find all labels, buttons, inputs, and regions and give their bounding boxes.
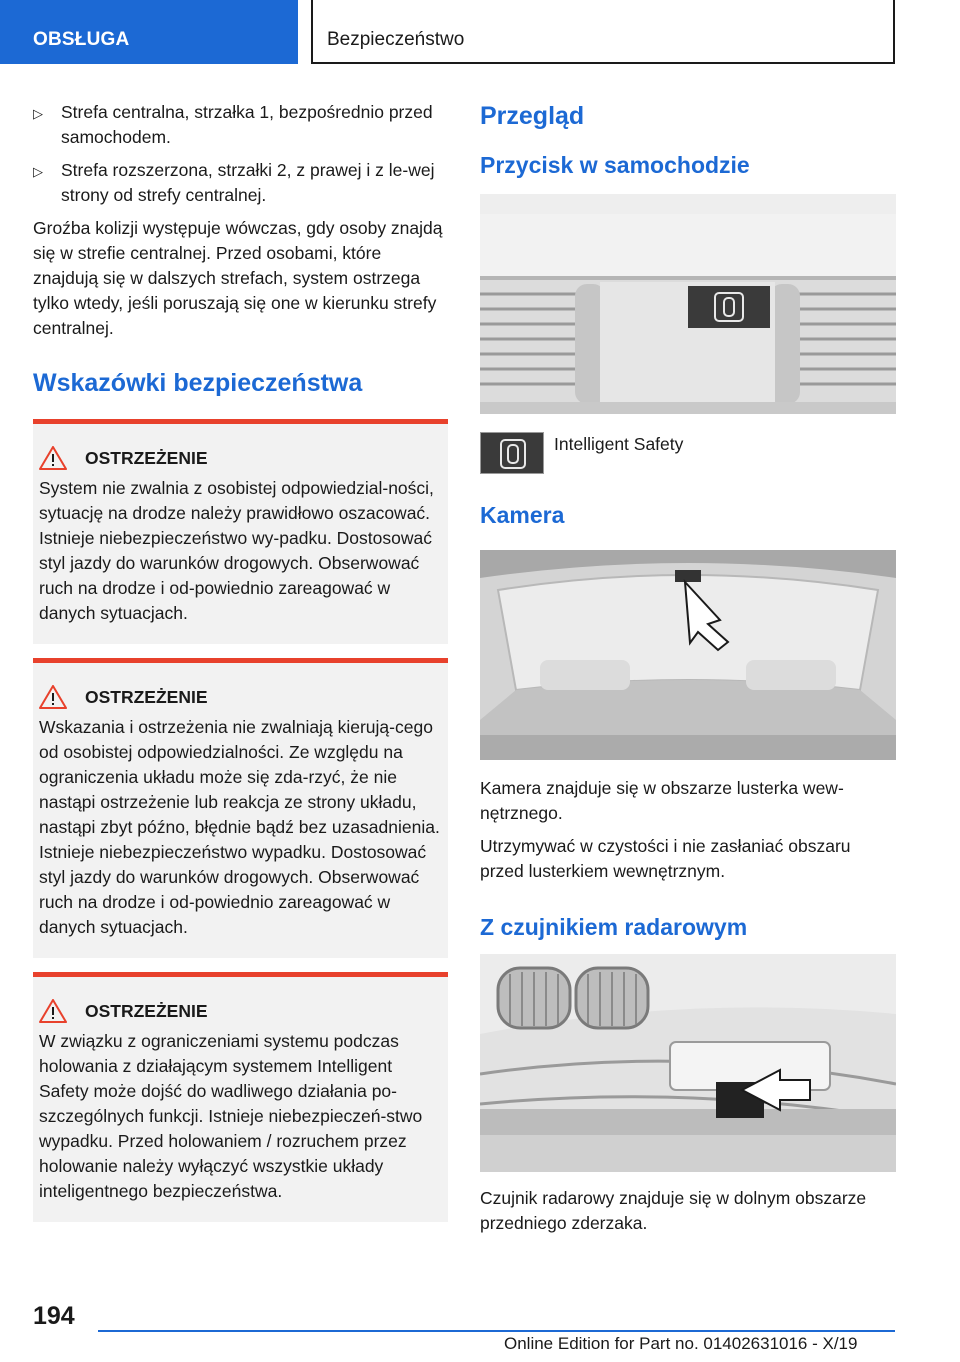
front-bumper-radar-photo <box>480 954 896 1172</box>
warning-title: OSTRZEŻENIE <box>85 686 208 707</box>
warning-text: System nie zwalnia z osobistej odpowiedzial-ności, sytuację na drodze należy prawidłowo oszacować. Istnieje niebezpieczeństwo wy-padku. Dostosować styl jazdy do warunków drogowych. Obserwować ruch na drodze i od-powiednio zareagować w danych sytuacjach. <box>39 478 434 623</box>
triangle-bullet-icon: ▷ <box>33 106 43 121</box>
warning-triangle-icon <box>39 999 67 1023</box>
triangle-bullet-icon: ▷ <box>33 164 43 179</box>
windshield-camera-photo <box>480 550 896 760</box>
list-item <box>33 100 448 150</box>
subsection-heading: Z czujnikiem radarowym <box>480 914 748 940</box>
camera-caption: Kamera znajduje się w obszarze lusterka wew-nętrznego. <box>480 778 844 823</box>
dashboard-illustration <box>480 194 896 414</box>
button-legend <box>480 432 896 474</box>
list-item <box>33 158 448 208</box>
page-header <box>0 0 960 66</box>
button-label: Intelligent Safety <box>554 434 684 454</box>
edition-note: Online Edition for Part no. 01402631016 - X/19 <box>504 1334 858 1353</box>
subsection-heading: Przycisk w samochodzie <box>480 152 750 178</box>
body-paragraph: Groźba kolizji występuje wówczas, gdy osoby znajdą się w strefie centralnej. Przed osobami, które znajdują się w dalszych strefach, system ostrzega tylko wtedy, jeśli poruszają się one w kierunku strefy centralnej. <box>33 218 443 338</box>
warning-box <box>33 658 448 958</box>
warning-title: OSTRZEŻENIE <box>85 1000 208 1021</box>
warning-header <box>39 685 442 709</box>
warning-header <box>39 999 442 1023</box>
warning-triangle-icon <box>39 685 67 709</box>
list-item-text: Strefa rozszerzona, strzałki 2, z prawej i z le-wej strony od strefy centralnej. <box>61 160 435 205</box>
windshield-illustration <box>480 550 896 760</box>
left-column <box>33 100 448 1236</box>
page-number: 194 <box>33 1302 75 1330</box>
section-heading: Wskazówki bezpieczeństwa <box>33 369 363 397</box>
warning-box <box>33 419 448 644</box>
warning-text: W związku z ograniczeniami systemu podczas holowania z działającym systemem Intelligent Safety może dojść do wadliwego działania po-szczególnych funkcji. Istnieje niebezpieczeń-stwo wypadku. Przed holowaniem / rozruchem przez holowanie należy wyłączyć wszystkie układy inteligentnego bezpieczeństwa. <box>39 1031 423 1201</box>
warning-title: OSTRZEŻENIE <box>85 447 208 468</box>
warning-triangle-icon <box>39 446 67 470</box>
section-heading: Przegląd <box>480 102 585 130</box>
intelligent-safety-button-icon <box>480 432 544 474</box>
dashboard-button-photo <box>480 194 896 414</box>
camera-note: Utrzymywać w czystości i nie zasłaniać obszaru przed lusterkiem wewnętrznym. <box>480 836 851 881</box>
chapter-title: Bezpieczeństwo <box>311 0 895 64</box>
subsection-heading: Kamera <box>480 502 565 528</box>
warning-text: Wskazania i ostrzeżenia nie zwalniają kierują-cego od osobistej odpowiedzialności. Ze względu na ograniczenia układu może się zda-rzyć, że nie nastąpi ostrzeżenie lub reakcja ze strony układu, nastąpi zbyt późno, błędnie bądź bez uzasadnienia. Istnieje niebezpieczeństwo wypadku. Dostosować styl jazdy do warunków drogowych. Obserwować ruch na drodze i od-powiednio zareagować w danych sytuacjach. <box>39 717 440 937</box>
warning-header <box>39 446 442 470</box>
right-column <box>480 100 896 1236</box>
warning-box <box>33 972 448 1222</box>
list-item-text: Strefa centralna, strzałka 1, bezpośrednio przed samochodem. <box>61 102 433 147</box>
radar-caption: Czujnik radarowy znajduje się w dolnym obszarze przedniego zderzaka. <box>480 1188 867 1233</box>
footer-divider <box>98 1330 895 1332</box>
section-tab: OBSŁUGA <box>0 0 298 64</box>
bumper-illustration <box>480 954 896 1172</box>
car-safety-icon <box>481 433 545 475</box>
